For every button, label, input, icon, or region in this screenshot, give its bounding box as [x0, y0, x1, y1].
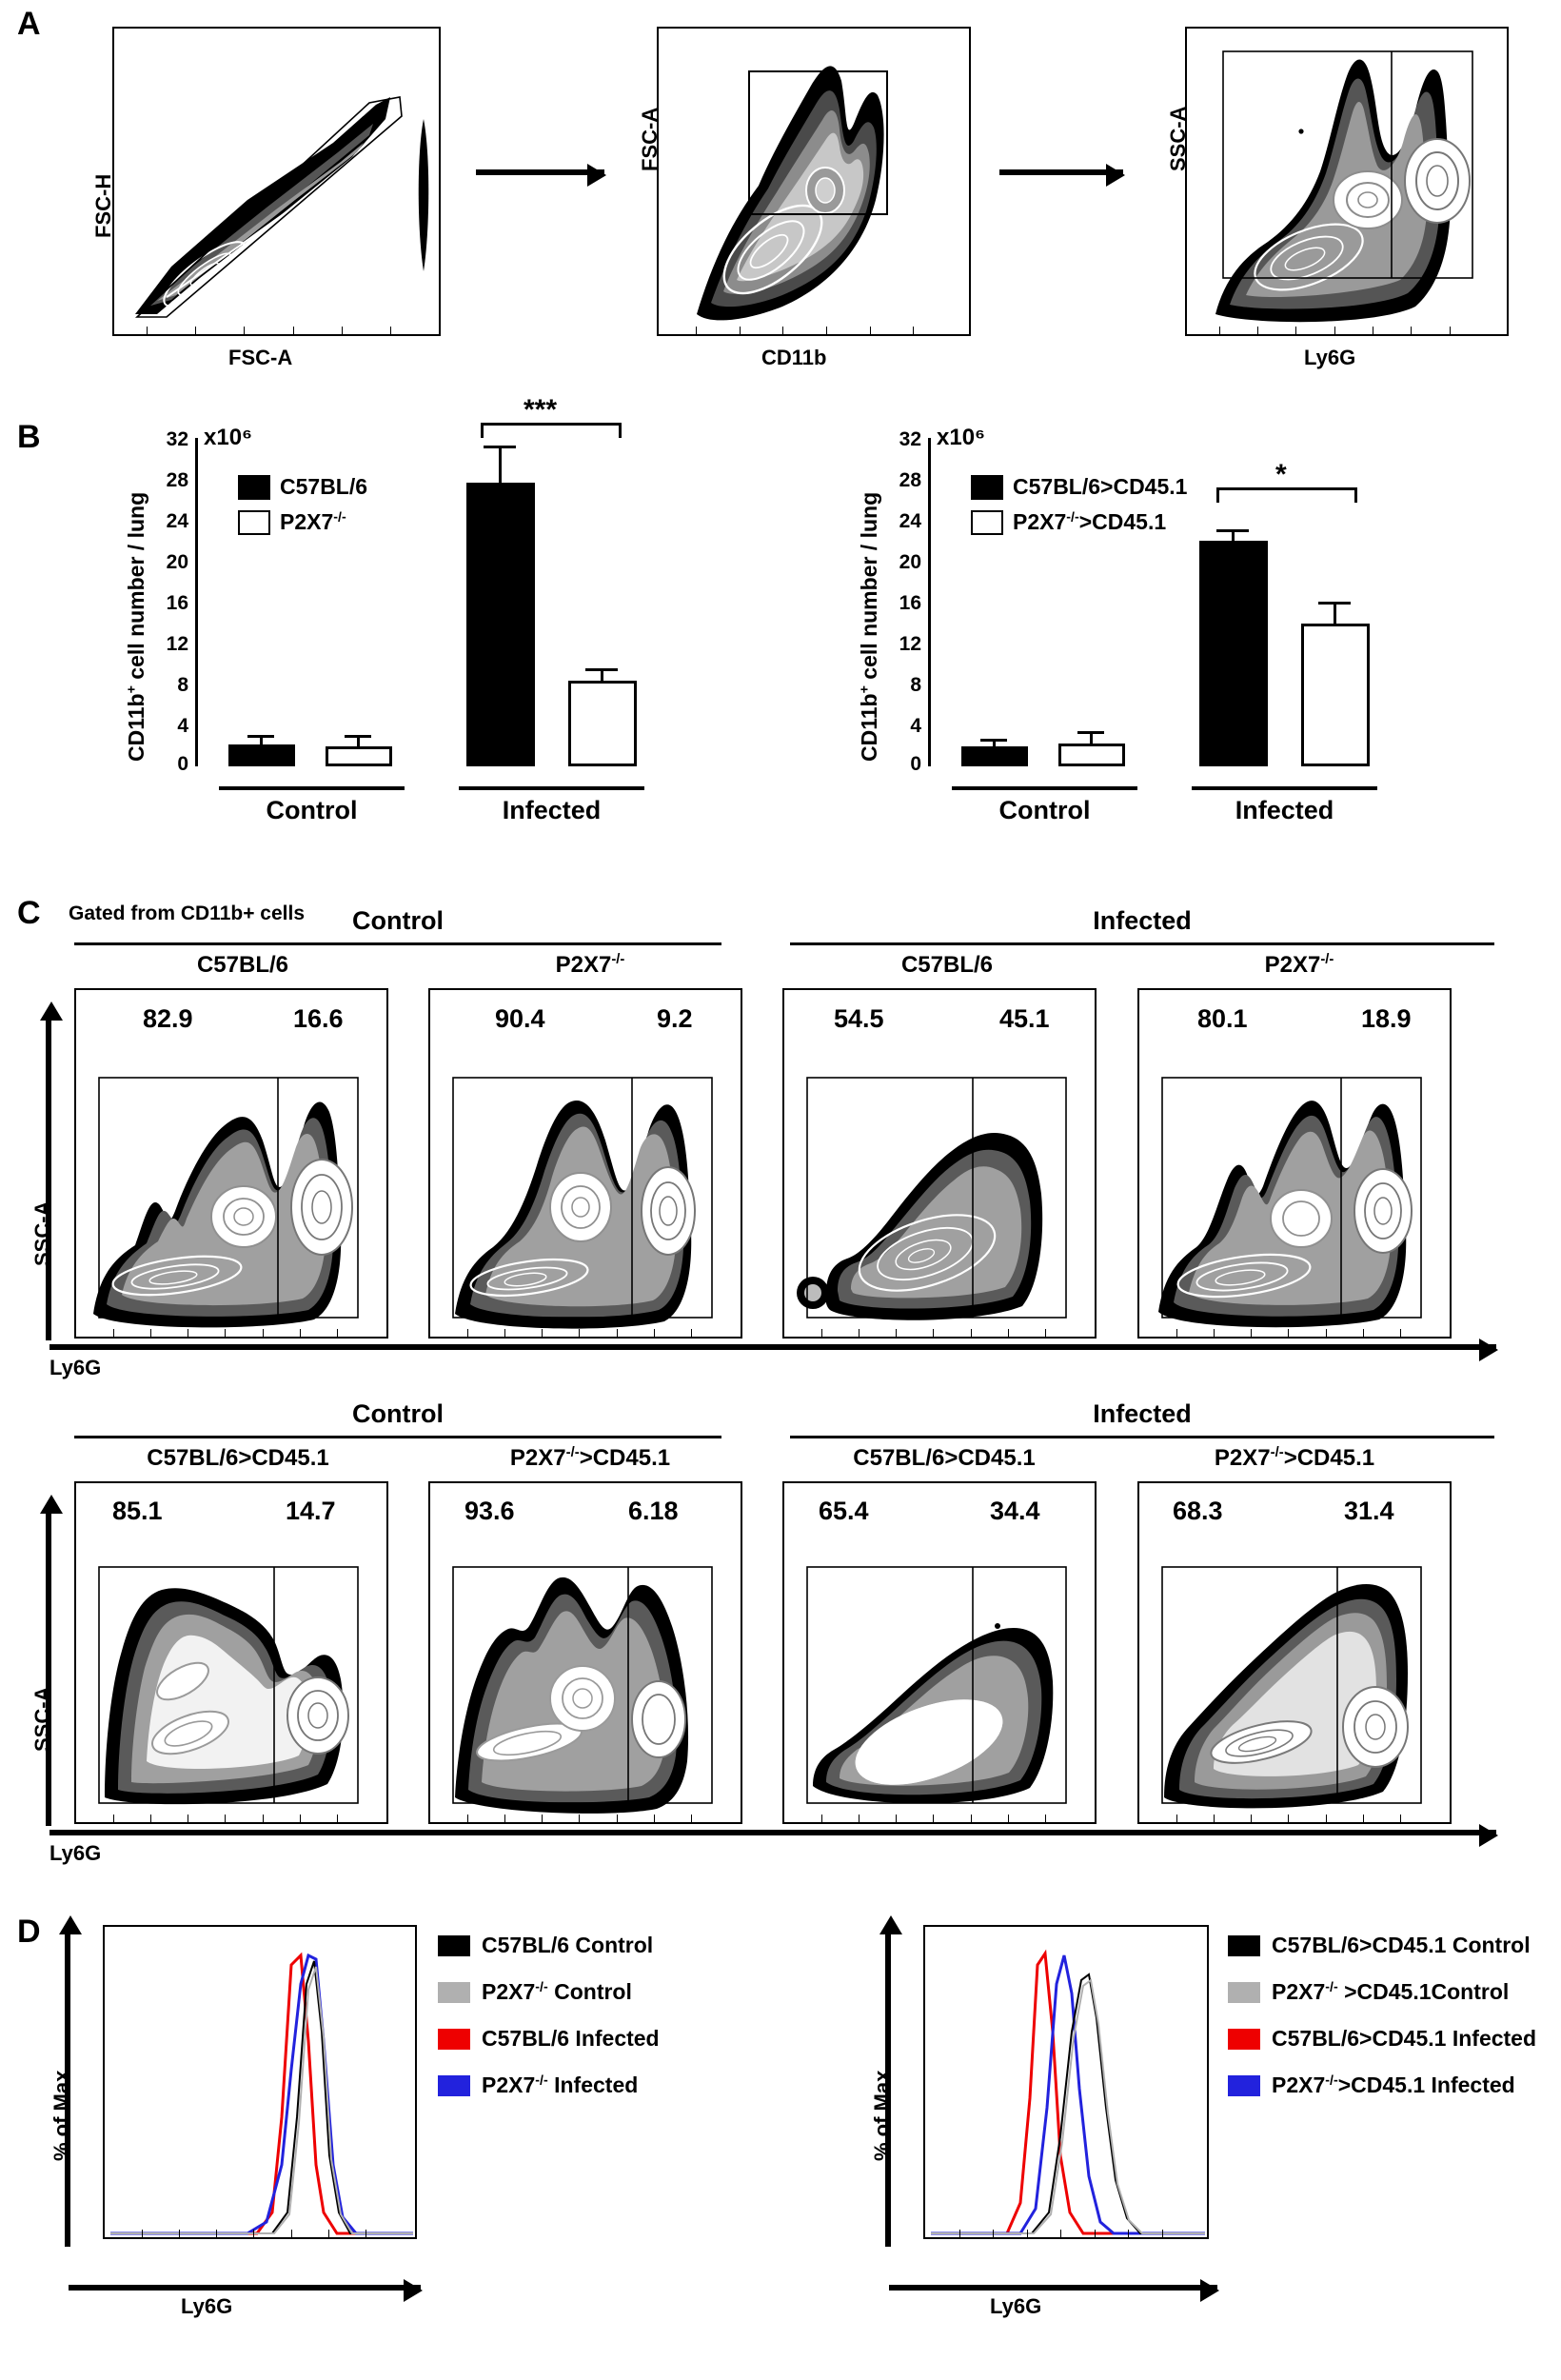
- gate-pct-c2-1-left: 85.1: [112, 1497, 163, 1525]
- group-baseline-infected-b1: [459, 786, 644, 790]
- gate-pct-c2-2-right: 6.18: [628, 1497, 679, 1525]
- panel-b-letter: B: [17, 419, 41, 455]
- panelC-row1-x-axis-arrow: [49, 1344, 1496, 1350]
- gate-pct-c2-4-right: 31.4: [1344, 1497, 1394, 1525]
- contour-plot-1: [114, 29, 441, 336]
- gate-pct-c2-1-right: 14.7: [286, 1497, 336, 1525]
- panelD-1-x-axis-arrow: [69, 2285, 421, 2291]
- group-label-control-b1: Control: [266, 796, 358, 824]
- gating-arrow-1: [476, 169, 604, 175]
- y-tick-0: 0: [177, 753, 188, 775]
- group-rule-control-c1: [74, 942, 721, 945]
- chart-b1-ylabel: CD11b+ cell number / lung: [124, 491, 148, 762]
- legend-label-1: C57BL/6: [280, 474, 368, 499]
- panelC-row2-ylabel: SSC-A: [30, 1686, 54, 1752]
- group-label-control-c2: Control: [352, 1399, 444, 1428]
- y-tick-12: 12: [899, 633, 921, 655]
- panelD-2-ylabel: % of Max: [870, 2070, 894, 2161]
- legend-label-1: C57BL/6>CD45.1: [1013, 474, 1188, 499]
- contour-c1-1: [76, 990, 388, 1339]
- legend-swatch-open: [238, 510, 270, 535]
- legend-swatch-d2-3: [1228, 2029, 1260, 2050]
- legend-label-2: P2X7-/->CD45.1: [1013, 509, 1167, 534]
- histogram-plot-d2: [923, 1925, 1209, 2239]
- flow-plot-c1-1: [74, 988, 388, 1339]
- plot-title-c2-1: C57BL/6>CD45.1: [147, 1445, 329, 1471]
- errorcap-infected-ko-chimera: [1318, 602, 1351, 605]
- legend-swatch-d1-2: [438, 1982, 470, 2003]
- legend-label-2: P2X7-/-: [280, 509, 346, 534]
- x-axis-ticks: [1139, 1813, 1450, 1822]
- y-tick-20: 20: [166, 551, 188, 573]
- legend-label-d2-2: P2X7-/- >CD45.1Control: [1272, 1979, 1510, 2004]
- y-tick-16: 16: [166, 592, 188, 614]
- legend-swatch-filled: [238, 475, 270, 500]
- y-tick-8: 8: [177, 674, 188, 696]
- group-rule-infected-c1: [790, 942, 1494, 945]
- flow-plot-c2-4: [1137, 1481, 1452, 1824]
- contour-plot-2: [659, 29, 971, 336]
- legend-label-d1-1: C57BL/6 Control: [482, 1933, 654, 1957]
- plot-title-c1-3: C57BL/6: [900, 952, 994, 978]
- group-baseline-control-b1: [219, 786, 405, 790]
- x-axis-ticks: [105, 2228, 415, 2237]
- x-axis-ticks: [1187, 325, 1507, 334]
- errorcap-control-ko: [345, 735, 371, 738]
- gate-pct-c2-2-left: 93.6: [464, 1497, 515, 1525]
- y-tick-28: 28: [166, 469, 188, 491]
- legend-swatch-d2-1: [1228, 1935, 1260, 1956]
- flow-plot-c1-3: [782, 988, 1097, 1339]
- legend-swatch-filled: [971, 475, 1003, 500]
- contour-c1-4: [1139, 990, 1452, 1339]
- panelA-plot3-xlabel: Ly6G: [1304, 346, 1356, 369]
- panelD-2-x-axis-arrow: [889, 2285, 1217, 2291]
- plot-title-c1-1: C57BL/6: [196, 952, 289, 978]
- x-axis-ticks: [76, 1327, 386, 1337]
- legend-swatch-d2-2: [1228, 1982, 1260, 2003]
- panel-a-letter: A: [17, 6, 41, 42]
- errorcap-control-wt: [247, 735, 274, 738]
- gate-pct-c1-4-right: 18.9: [1361, 1004, 1412, 1033]
- x-axis-ticks: [76, 1813, 386, 1822]
- legend-label-d1-2: P2X7-/- Control: [482, 1979, 632, 2004]
- group-label-infected-c1: Infected: [1093, 906, 1192, 935]
- bar-infected-ko-chimera: [1301, 624, 1370, 766]
- panelA-plot1-ylabel: FSC-H: [91, 173, 115, 238]
- x-axis-ticks: [114, 325, 439, 334]
- contour-c2-3: [784, 1483, 1097, 1824]
- contour-c2-2: [430, 1483, 742, 1824]
- legend-swatch-d2-4: [1228, 2075, 1260, 2096]
- legend-label-d2-1: C57BL/6>CD45.1 Control: [1272, 1933, 1531, 1957]
- contour-c2-4: [1139, 1483, 1452, 1824]
- bar-infected-ko: [568, 681, 637, 766]
- panelA-plot2-ylabel: FSC-A: [638, 107, 662, 171]
- gating-arrow-2: [999, 169, 1123, 175]
- legend-b1: [238, 474, 367, 535]
- x-axis-ticks: [925, 2228, 1207, 2237]
- chart-b2: [838, 425, 1504, 828]
- y-tick-32: 32: [166, 428, 188, 450]
- histogram-plot-d1: [103, 1925, 417, 2239]
- flow-plot-cd11b-fsc-a: [657, 27, 971, 336]
- plot-title-c2-2: P2X7-/->CD45.1: [509, 1445, 671, 1471]
- flow-plot-fsc-a-fsc-h: [112, 27, 441, 336]
- legend-swatch-open: [971, 510, 1003, 535]
- plot-title-c1-2: P2X7-/-: [555, 952, 625, 978]
- legend-swatch-d1-1: [438, 1935, 470, 1956]
- panelC-row1-ylabel: SSC-A: [30, 1200, 54, 1266]
- gate-pct-c1-2-left: 90.4: [495, 1004, 545, 1033]
- errorcap-infected-wt: [484, 446, 516, 448]
- y-tick-8: 8: [910, 674, 921, 696]
- group-baseline-infected-b2: [1192, 786, 1377, 790]
- errorcap-infected-ko: [585, 668, 618, 671]
- legend-b2: [971, 474, 1187, 535]
- bar-control-wt: [228, 744, 295, 766]
- legend-label-d2-4: P2X7-/->CD45.1 Infected: [1272, 2073, 1515, 2097]
- gate-pct-c1-2-right: 9.2: [657, 1004, 693, 1033]
- flow-plot-c1-4: [1137, 988, 1452, 1339]
- y-tick-24: 24: [899, 510, 921, 532]
- x-axis-ticks: [659, 325, 969, 334]
- group-baseline-control-b2: [952, 786, 1137, 790]
- group-label-infected-c2: Infected: [1093, 1399, 1192, 1428]
- errorcap-infected-wt-chimera: [1216, 529, 1249, 532]
- gate-pct-c1-4-left: 80.1: [1197, 1004, 1248, 1033]
- gate-pct-c2-3-left: 65.4: [819, 1497, 869, 1525]
- significance-line-b2: [1216, 487, 1357, 490]
- contour-plot-3: [1187, 29, 1509, 336]
- gate-pct-c2-3-right: 34.4: [990, 1497, 1040, 1525]
- panelC-row1-xlabel: Ly6G: [49, 1356, 102, 1379]
- gate-pct-c1-3-left: 54.5: [834, 1004, 884, 1033]
- group-label-control-c1: Control: [352, 906, 444, 935]
- y-tick-24: 24: [166, 510, 188, 532]
- panel-d-letter: D: [17, 1914, 41, 1950]
- bar-control-ko: [326, 746, 392, 766]
- legend-d1: [438, 1933, 660, 2098]
- flow-plot-c2-3: [782, 1481, 1097, 1824]
- group-label-infected-b2: Infected: [1235, 796, 1334, 824]
- y-tick-28: 28: [899, 469, 921, 491]
- panelD-1-xlabel: Ly6G: [181, 2294, 233, 2318]
- panelD-2-xlabel: Ly6G: [990, 2294, 1042, 2318]
- y-tick-4: 4: [910, 715, 921, 737]
- x-axis-ticks: [430, 1813, 741, 1822]
- x-axis-ticks: [430, 1327, 741, 1337]
- gate-pct-c1-3-right: 45.1: [999, 1004, 1050, 1033]
- significance-tick-right-b2: [1354, 487, 1357, 503]
- legend-swatch-d1-4: [438, 2075, 470, 2096]
- histogram-curves-d1: [105, 1927, 417, 2239]
- group-rule-infected-c2: [790, 1436, 1494, 1438]
- contour-c1-2: [430, 990, 742, 1339]
- gate-pct-c1-1-right: 16.6: [293, 1004, 344, 1033]
- y-tick-20: 20: [899, 551, 921, 573]
- y-unit-exponent: x10⁶: [937, 425, 986, 450]
- plot-title-c2-3: C57BL/6>CD45.1: [853, 1445, 1036, 1471]
- significance-tick-left-b2: [1216, 487, 1219, 503]
- panelD-1-ylabel: % of Max: [49, 2070, 73, 2161]
- y-axis-line: [928, 438, 931, 766]
- panelC-row2-x-axis-arrow: [49, 1830, 1496, 1835]
- bar-infected-wt: [466, 483, 535, 766]
- legend-d2: [1228, 1933, 1536, 2098]
- significance-label-b2: *: [1275, 459, 1287, 490]
- y-tick-16: 16: [899, 592, 921, 614]
- flow-plot-c2-1: [74, 1481, 388, 1824]
- legend-swatch-d1-3: [438, 2029, 470, 2050]
- gated-note: Gated from CD11b+ cells: [69, 902, 306, 924]
- panelC-row1-y-axis-arrow: [46, 1019, 51, 1340]
- flow-plot-c2-2: [428, 1481, 742, 1824]
- significance-tick-left-b1: [481, 423, 484, 438]
- panelA-plot2-xlabel: CD11b: [761, 346, 827, 369]
- significance-label-b1: ***: [524, 394, 558, 426]
- errorcap-control-ko-chimera: [1077, 731, 1104, 734]
- group-label-control-b2: Control: [998, 796, 1091, 824]
- panel-c-letter: C: [17, 895, 41, 931]
- chart-b1: [105, 394, 733, 828]
- x-axis-ticks: [784, 1813, 1095, 1822]
- legend-label-d1-4: P2X7-/- Infected: [482, 2073, 639, 2097]
- y-axis-line: [195, 438, 198, 766]
- y-unit-exponent: x10⁶: [204, 425, 253, 450]
- errorbar-infected-wt: [499, 446, 502, 486]
- panelC-row2-xlabel: Ly6G: [49, 1841, 102, 1865]
- significance-tick-right-b1: [619, 423, 622, 438]
- histogram-curves-d2: [925, 1927, 1209, 2239]
- panelC-row2-y-axis-arrow: [46, 1512, 51, 1826]
- y-tick-12: 12: [166, 633, 188, 655]
- x-axis-ticks: [1139, 1327, 1450, 1337]
- contour-c1-3: [784, 990, 1097, 1339]
- flow-plot-c1-2: [428, 988, 742, 1339]
- plot-title-c1-4: P2X7-/-: [1264, 952, 1334, 978]
- group-label-infected-b1: Infected: [502, 796, 602, 824]
- plot-title-c2-4: P2X7-/->CD45.1: [1214, 1445, 1375, 1471]
- y-tick-0: 0: [910, 753, 921, 775]
- gate-pct-c1-1-left: 82.9: [143, 1004, 193, 1033]
- contour-c2-1: [76, 1483, 388, 1824]
- errorbar-infected-ko-chimera: [1334, 602, 1336, 626]
- gate-pct-c2-4-left: 68.3: [1173, 1497, 1223, 1525]
- chart-b2-ylabel: CD11b+ cell number / lung: [857, 491, 881, 762]
- errorcap-control-wt-chimera: [980, 739, 1007, 742]
- bar-control-wt-chimera: [961, 746, 1028, 766]
- legend-label-d2-3: C57BL/6>CD45.1 Infected: [1272, 2026, 1537, 2051]
- bar-control-ko-chimera: [1058, 744, 1125, 766]
- legend-label-d1-3: C57BL/6 Infected: [482, 2026, 660, 2051]
- y-tick-32: 32: [899, 428, 921, 450]
- flow-plot-ly6g-ssc-a: [1185, 27, 1509, 336]
- group-rule-control-c2: [74, 1436, 721, 1438]
- panelA-plot3-ylabel: SSC-A: [1166, 106, 1190, 171]
- panelA-plot1-xlabel: FSC-A: [228, 346, 293, 369]
- bar-infected-wt-chimera: [1199, 541, 1268, 766]
- y-tick-4: 4: [177, 715, 188, 737]
- x-axis-ticks: [784, 1327, 1095, 1337]
